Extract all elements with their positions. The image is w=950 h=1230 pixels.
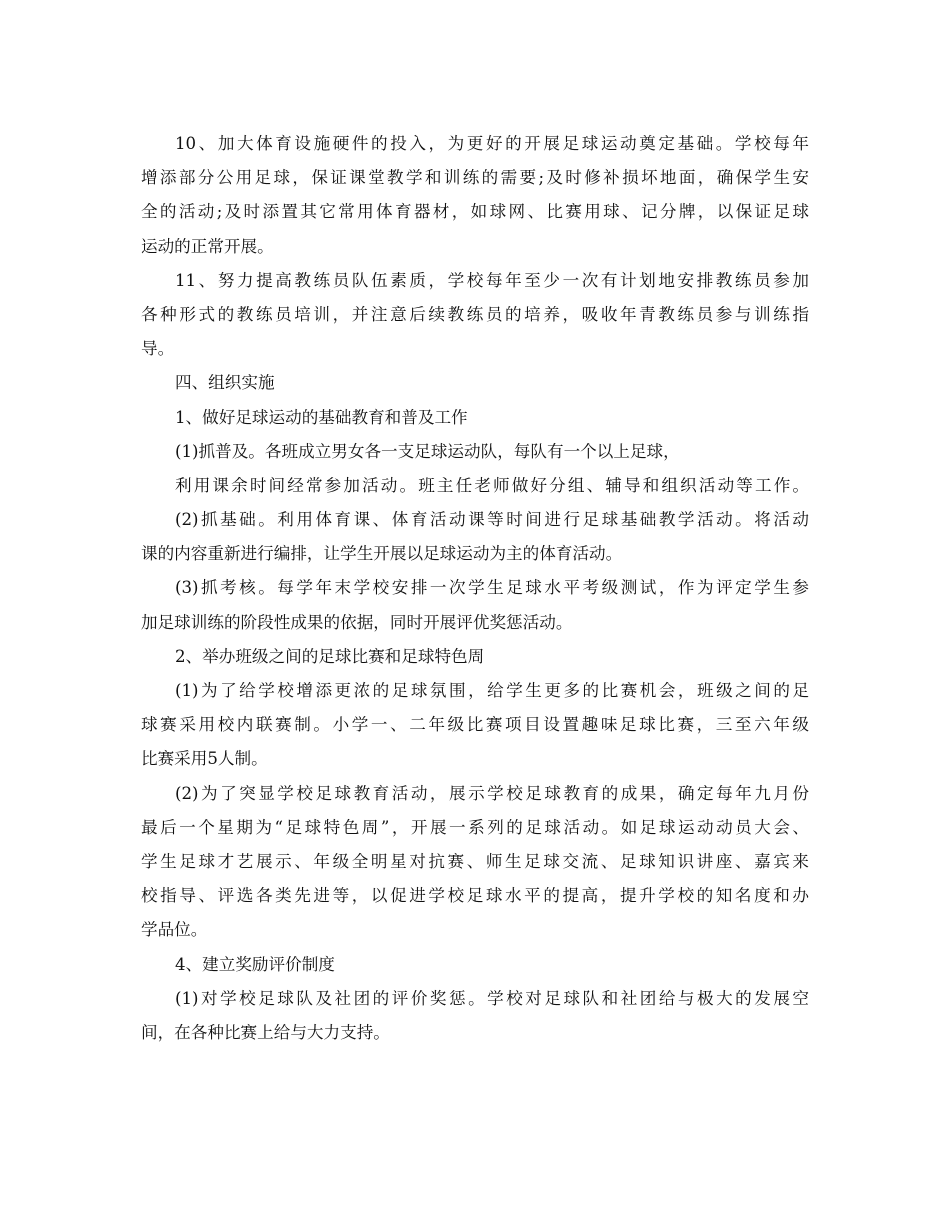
text-line: 四、组织实施 [175, 373, 275, 393]
text-line: (3)抓考核。每学年末学校安排一次学生足球水平考级测试，作为评定学生参 [175, 578, 809, 598]
text-line: 学品位。 [141, 920, 208, 940]
text-line: 导。 [141, 339, 175, 359]
text-line: 10、加大体育设施硬件的投入，为更好的开展足球运动奠定基础。学校每年 [175, 134, 809, 153]
text-line: 最后一个星期为“足球特色周”，开展一系列的足球活动。如足球运动动员大会、 [141, 817, 809, 837]
text-line: (2)抓基础。利用体育课、体育活动课等时间进行足球基础教学活动。将活动 [175, 510, 809, 530]
text-line: 学生足球才艺展示、年级全明星对抗赛、师生足球交流、足球知识讲座、嘉宾来 [141, 851, 809, 871]
text-line: 全的活动;及时添置其它常用体育器材，如球网、比赛用球、记分牌，以保证足球 [141, 202, 809, 222]
text-line: 间，在各种比赛上给与大力支持。 [141, 1022, 390, 1042]
text-line: 球赛采用校内联赛制。小学一、二年级比赛项目设置趣味足球比赛，三至六年级 [141, 715, 809, 735]
text-line: 加足球训练的阶段性成果的依据，同时开展评优奖惩活动。 [141, 612, 573, 632]
text-line: (1)抓普及。各班成立男女各一支足球运动队，每队有一个以上足球， [175, 441, 680, 461]
text-line: 运动的正常开展。 [141, 236, 274, 256]
text-line: 2、举办班级之间的足球比赛和足球特色周 [175, 646, 485, 666]
text-line: 利用课余时间经常参加活动。班主任老师做好分组、辅导和组织活动等工作。 [175, 475, 809, 495]
text-line: (1)为了给学校增添更浓的足球氛围，给学生更多的比赛机会，班级之间的足 [175, 681, 809, 700]
text-line: 校指导、评选各类先进等，以促进学校足球水平的提高，提升学校的知名度和办 [141, 886, 809, 906]
text-line: 1、做好足球运动的基础教育和普及工作 [175, 407, 468, 427]
text-line: 各种形式的教练员培训，并注意后续教练员的培养，吸收年青教练员参与训练指 [141, 304, 809, 324]
text-line: (2)为了突显学校足球教育活动，展示学校足球教育的成果，确定每年九月份 [175, 783, 809, 803]
text-line: 4、建立奖励评价制度 [175, 954, 335, 974]
document-body [141, 127, 809, 1050]
text-line: (1)对学校足球队及社团的评价奖惩。学校对足球队和社团给与极大的发展空 [175, 988, 809, 1008]
text-line: 课的内容重新进行编排，让学生开展以足球运动为主的体育活动。 [141, 544, 623, 564]
text-line: 增添部分公用足球，保证课堂教学和训练的需要;及时修补损坏地面，确保学生安 [141, 168, 809, 188]
text-line: 比赛采用5人制。 [141, 749, 268, 769]
text-line: 11、努力提高教练员队伍素质，学校每年至少一次有计划地安排教练员参加 [175, 270, 809, 290]
